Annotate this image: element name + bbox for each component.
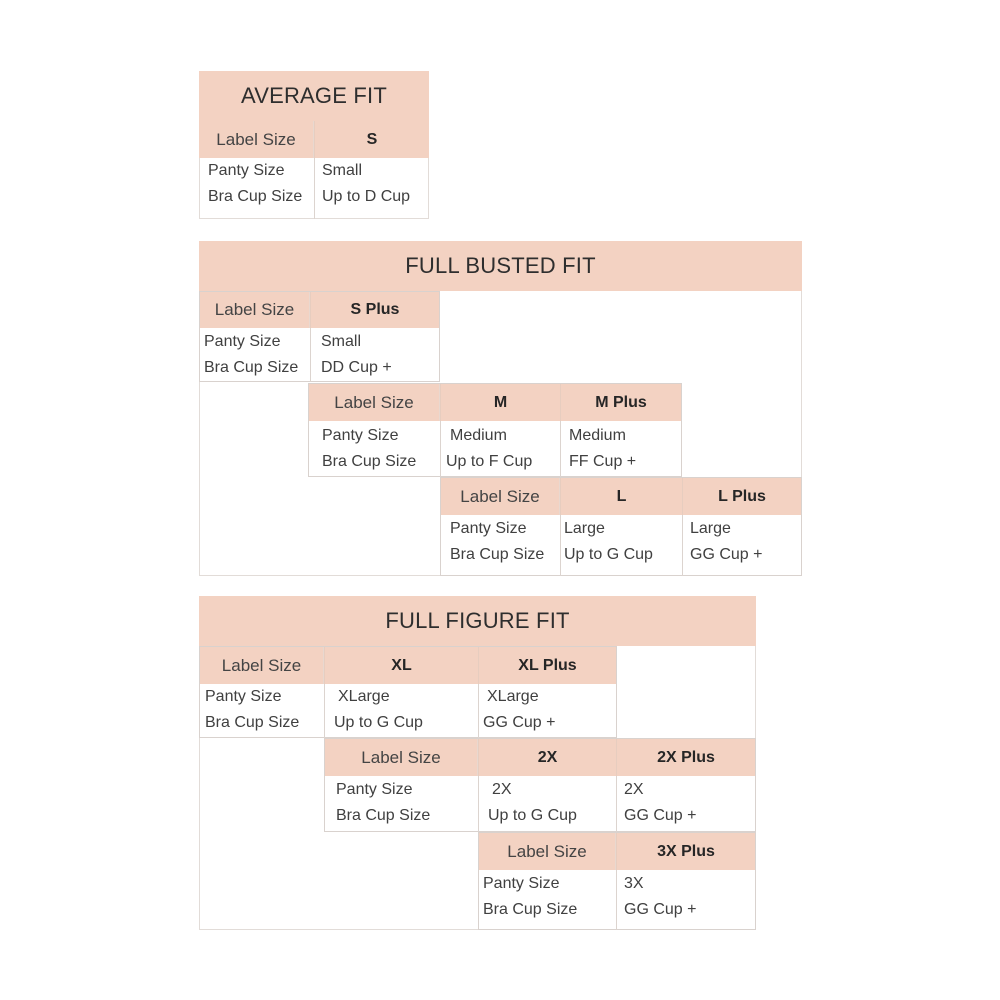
column-divider <box>682 515 683 576</box>
panty-size-label: Panty Size <box>322 427 399 444</box>
label-size-header: Label Size <box>200 647 324 684</box>
panty-size-label: Panty Size <box>336 781 413 798</box>
bra-cup-size-label: Bra Cup Size <box>322 453 417 470</box>
panty-size-label: Panty Size <box>204 333 281 350</box>
label-size-header: Label Size <box>199 121 314 158</box>
size-l-plus-bra: GG Cup + <box>690 546 763 563</box>
column-divider <box>616 776 617 832</box>
size-l-plus-panty: Large <box>690 520 731 537</box>
size-3x-plus-panty: 3X <box>624 875 644 892</box>
size-s-plus-header: S Plus <box>310 292 439 328</box>
label-size-header: Label Size <box>441 478 560 515</box>
size-s-header: S <box>314 121 429 158</box>
size-xl-panty: XLarge <box>338 688 390 705</box>
bra-cup-size-label: Bra Cup Size <box>450 546 545 563</box>
size-m-bra: Up to F Cup <box>446 453 533 470</box>
size-l-plus-header: L Plus <box>682 478 801 515</box>
panty-size-label: Panty Size <box>205 688 282 705</box>
bra-cup-size-label: Bra Cup Size <box>205 714 300 731</box>
size-s-panty: Small <box>322 162 363 179</box>
label-size-header: Label Size <box>479 833 616 870</box>
size-m-plus-bra: FF Cup + <box>569 453 637 470</box>
size-xl-plus-panty: XLarge <box>487 688 539 705</box>
size-2x-header: 2X <box>478 739 616 776</box>
size-s-plus-panty: Small <box>321 333 362 350</box>
full-figure-fit-title: FULL FIGURE FIT <box>199 596 756 646</box>
size-s-bra: Up to D Cup <box>322 188 411 205</box>
size-l-bra: Up to G Cup <box>564 546 653 563</box>
column-divider <box>478 776 479 832</box>
column-divider <box>616 870 617 930</box>
size-3x-plus-bra: GG Cup + <box>624 901 697 918</box>
label-size-header: Label Size <box>325 739 478 776</box>
column-divider <box>324 684 325 738</box>
size-l-header: L <box>560 478 682 515</box>
bra-cup-size-label: Bra Cup Size <box>336 807 431 824</box>
column-divider <box>560 421 561 477</box>
size-xl-plus-bra: GG Cup + <box>483 714 556 731</box>
average-fit-title: AVERAGE FIT <box>199 71 429 121</box>
size-xl-bra: Up to G Cup <box>334 714 423 731</box>
size-l-panty: Large <box>564 520 605 537</box>
size-2x-plus-bra: GG Cup + <box>624 807 697 824</box>
size-m-plus-header: M Plus <box>560 384 681 421</box>
bra-cup-size-label: Bra Cup Size <box>208 188 303 205</box>
size-3x-plus-header: 3X Plus <box>616 833 755 870</box>
size-2x-plus-panty: 2X <box>624 781 644 798</box>
size-2x-panty: 2X <box>492 781 512 798</box>
size-2x-plus-header: 2X Plus <box>616 739 755 776</box>
size-m-header: M <box>440 384 560 421</box>
panty-size-label: Panty Size <box>450 520 527 537</box>
size-xl-plus-header: XL Plus <box>478 647 616 684</box>
column-divider <box>314 158 315 219</box>
panty-size-label: Panty Size <box>483 875 560 892</box>
size-s-plus-bra: DD Cup + <box>321 359 392 376</box>
bra-cup-size-label: Bra Cup Size <box>204 359 299 376</box>
size-m-panty: Medium <box>450 427 507 444</box>
label-size-header: Label Size <box>200 292 310 328</box>
size-m-plus-panty: Medium <box>569 427 626 444</box>
size-xl-header: XL <box>324 647 478 684</box>
column-divider <box>310 328 311 382</box>
bra-cup-size-label: Bra Cup Size <box>483 901 578 918</box>
panty-size-label: Panty Size <box>208 162 285 179</box>
label-size-header: Label Size <box>309 384 440 421</box>
size-2x-bra: Up to G Cup <box>488 807 577 824</box>
full-busted-fit-title: FULL BUSTED FIT <box>199 241 802 291</box>
